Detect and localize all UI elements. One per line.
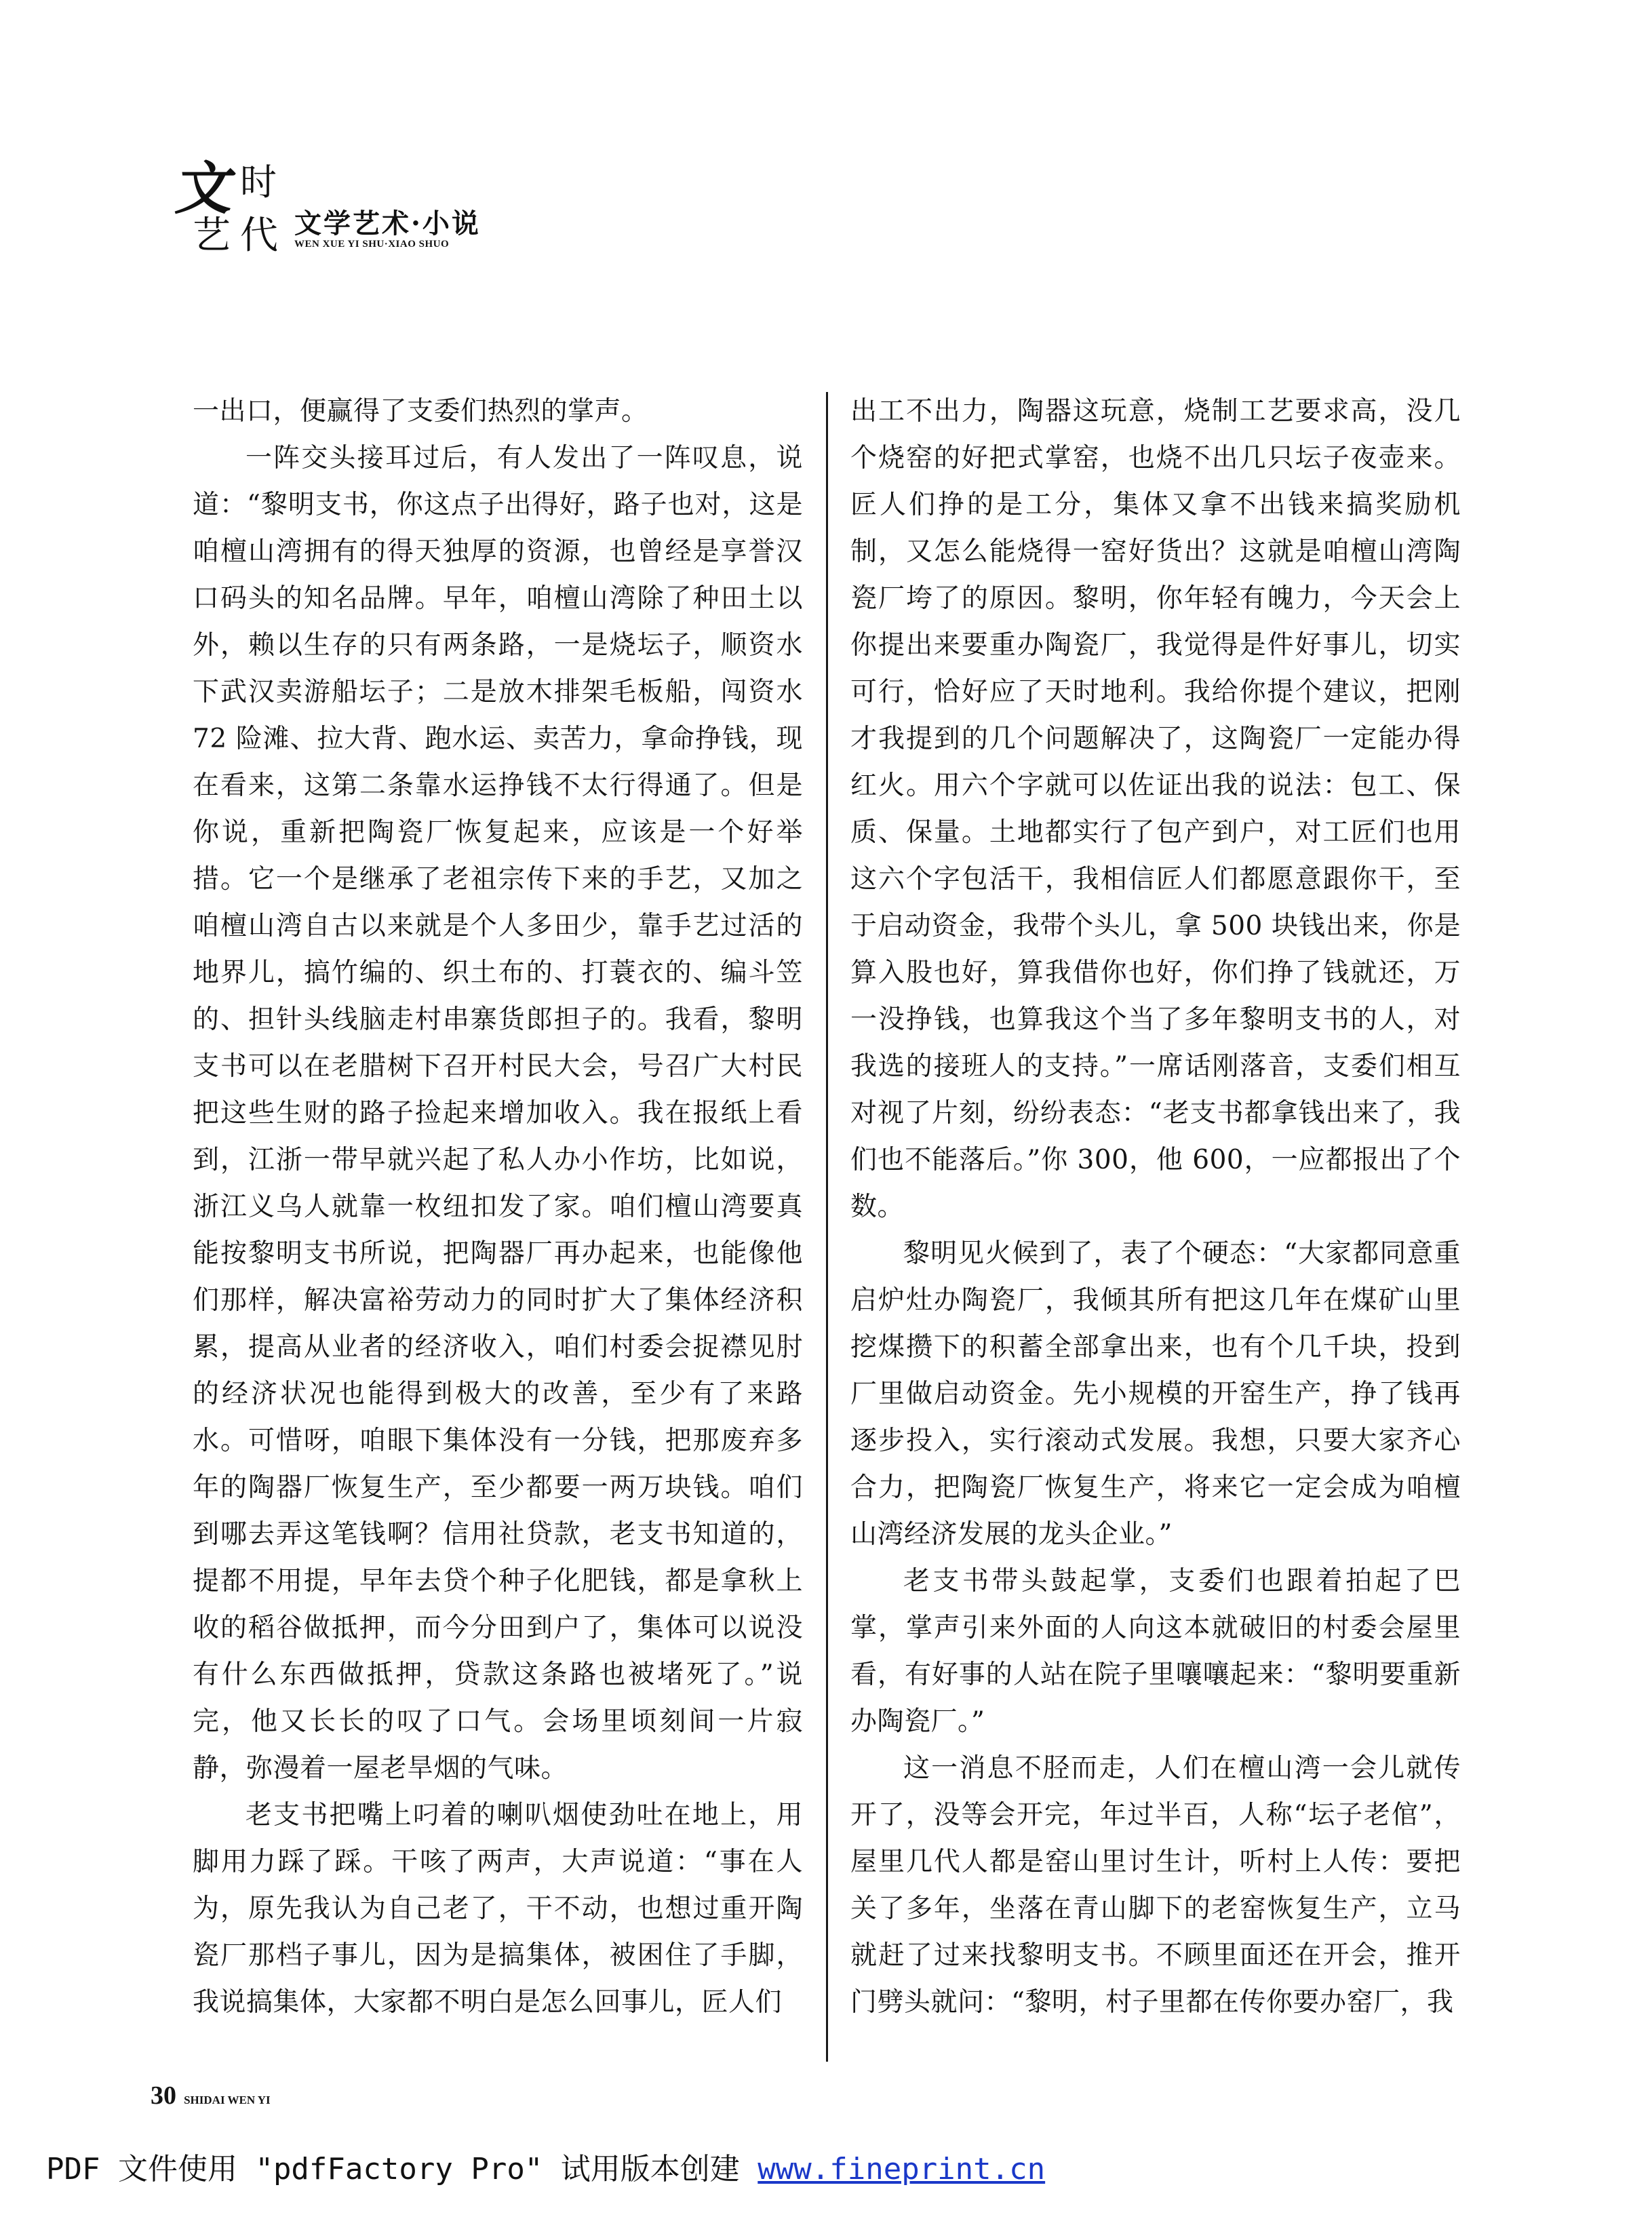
left-column [193, 388, 803, 2026]
paragraph: 老支书带头鼓起掌，支委们也跟着拍起了巴掌，掌声引来外面的人向这本就破旧的村委会屋里看，有好事的人站在院子里嚷嚷起来：“黎明要重新办陶瓷厂。” [850, 1566, 1461, 1737]
paragraph: 这一消息不胫而走，人们在檀山湾一会儿就传开了，没等会开完，年过半百，人称“坛子老倌”，屋里几代人都是窑山里讨生计，听村上人传：要把关了多年，坐落在青山脚下的老窑恢复生产，立马就赶了过来找黎明支书。不顾里面还在开会，推开门劈头就问：“黎明，村子里都在传你要办窑厂，我 [850, 1753, 1461, 2018]
magazine-logo [172, 155, 510, 269]
page-number: 30 [151, 2081, 176, 2110]
pdf-watermark [46, 2144, 1045, 2188]
column-divider [826, 392, 828, 2062]
paragraph: 老支书把嘴上叼着的喇叭烟使劲吐在地上，用脚用力踩了踩。干咳了两声，大声说道：“事在人为，原先我认为自己老了，干不动，也想过重开陶瓷厂那档子事儿，因为是搞集体，被困住了手脚，我说搞集体，大家都不明白是怎么回事儿，匠人们 [193, 1800, 803, 2018]
section-title: 文学艺术·小说 [294, 208, 481, 239]
section-pinyin: WEN XUE YI SHU·XIAO SHUO [294, 239, 450, 250]
watermark-link[interactable]: www.fineprint.cn [758, 2152, 1046, 2186]
logo-char-wen: 文 [172, 155, 241, 222]
logo-char-yi: 艺 [193, 214, 231, 258]
magazine-name: SHIDAI WEN YI [184, 2094, 271, 2106]
paragraph: 出工不出力，陶器这玩意，烧制工艺要求高，没几个烧窑的好把式掌窑，也烧不出几只坛子夜壶来。匠人们挣的是工分，集体又拿不出钱来搞奖励机制，又怎么能烧得一窑好货出？这就是咱檀山湾陶瓷厂垮了的原因。黎明，你年轻有魄力，今天会上你提出来要重办陶瓷厂，我觉得是件好事儿，切实可行，恰好应了天时地利。我给你提个建议，把刚才我提到的几个问题解决了，这陶瓷厂一定能办得红火。用六个字就可以佐证出我的说法：包工、保质、保量。土地都实行了包产到户，对工匠们也用这六个字包活干，我相信匠人们都愿意跟你干，至于启动资金，我带个头儿，拿 500 块钱出来，你是算入股也好，算我借你也好，你们挣了钱就还，万一没挣钱，也算我这个当了多年黎明支书的人，对我选的接班人的支持。”一席话刚落音，支委们相互对视了片刻，纷纷表态：“老支书都拿钱出来了，我们也不能落后。”你 300，他 600，一应都报出了个数。 [850, 396, 1461, 1222]
paragraph: 黎明见火候到了，表了个硬态：“大家都同意重启炉灶办陶瓷厂，我倾其所有把这几年在煤矿山里挖煤攒下的积蓄全部拿出来，也有个几千块，投到厂里做启动资金。先小规模的开窑生产，挣了钱再逐步投入，实行滚动式发展。我想，只要大家齐心合力，把陶瓷厂恢复生产，将来它一定会成为咱檀山湾经济发展的龙头企业。” [850, 1238, 1461, 1550]
paragraph: 一出口，便赢得了支委们热烈的掌声。 [193, 396, 648, 427]
watermark-text: PDF 文件使用 "pdfFactory Pro" 试用版本创建 [46, 2152, 758, 2186]
logo-char-shi: 时 [240, 161, 277, 203]
right-column [850, 388, 1461, 2026]
logo-char-dai: 代 [240, 214, 278, 258]
paragraph: 一阵交头接耳过后，有人发出了一阵叹息，说道：“黎明支书，你这点子出得好，路子也对，这是咱檀山湾拥有的得天独厚的资源，也曾经是享誉汉口码头的知名品牌。早年，咱檀山湾除了种田土以外，赖以生存的只有两条路，一是烧坛子，顺资水下武汉卖游船坛子；二是放木排架毛板船，闯资水 72 险滩、拉大背、跑水运、卖苦力，拿命挣钱，现在看来，这第二条靠水运挣钱不太行得通了。但是你说，重新把陶瓷厂恢复起来，应该是一个好举措。它一个是继承了老祖宗传下来的手艺，又加之咱檀山湾自古以来就是个人多田少，靠手艺过活的地界儿，搞竹编的、织土布的、打蓑衣的、编斗笠的、担针头线脑走村串寨货郎担子的。我看，黎明支书可以在老腊树下召开村民大会，号召广大村民把这些生财的路子捡起来增加收入。我在报纸上看到，江浙一带早就兴起了私人办小作坊，比如说，浙江义乌人就靠一枚纽扣发了家。咱们檀山湾要真能按黎明支书所说，把陶器厂再办起来，也能像他们那样，解决富裕劳动力的同时扩大了集体经济积累，提高从业者的经济收入，咱们村委会捉襟见肘的经济状况也能得到极大的改善，至少有了来路水。可惜呀，咱眼下集体没有一分钱，把那废弃多年的陶器厂恢复生产，至少都要一两万块钱。咱们到哪去弄这笔钱啊？信用社贷款，老支书知道的，提都不用提，早年去贷个种子化肥钱，都是拿秋上收的稻谷做抵押，而今分田到户了，集体可以说没有什么东西做抵押，贷款这条路也被堵死了。”说完，他又长长的叹了口气。会场里顷刻间一片寂静，弥漫着一屋老旱烟的气味。 [193, 443, 803, 1784]
logo-mark [172, 155, 300, 269]
page-footer [151, 2081, 271, 2111]
